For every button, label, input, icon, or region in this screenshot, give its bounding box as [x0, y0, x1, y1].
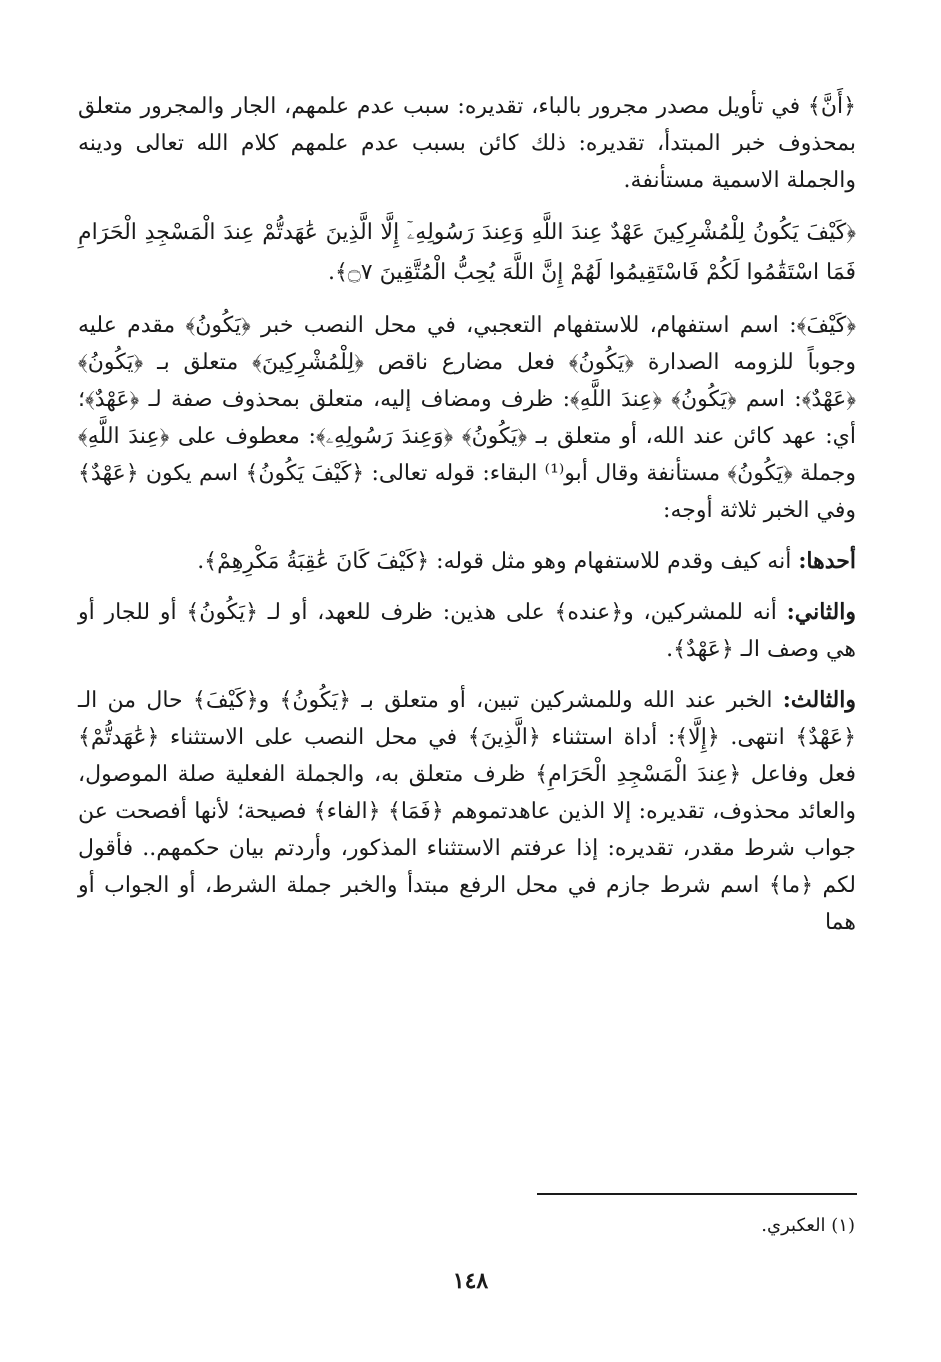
paragraph-intro — [78, 88, 856, 199]
paragraph-text: ﴿أَنَّ﴾ في تأويل مصدر مجرور بالباء، تقديره: سبب عدم علمهم، الجار والمجرور متعلق بمحذوف خبر المبتدأ، تقديره: ذلك كائن بسبب عدم علمهم كلام الله تعالى ودينه والجملة الاسمية مستأنفة. — [78, 94, 856, 193]
footnote: (١) العكبري. — [761, 1215, 855, 1236]
paragraph-lead: والثاني: — [786, 599, 856, 625]
paragraph-second-view — [78, 594, 856, 668]
paragraph-analysis — [78, 307, 856, 529]
footnote-divider — [537, 1193, 857, 1195]
paragraph-text: أنه كيف وقدم للاستفهام وهو مثل قوله: ﴿كَيْفَ كَانَ عَٰقِبَةُ مَكْرِهِمْ﴾. — [197, 549, 799, 574]
paragraph-text: الخبر عند الله وللمشركين تبين، أو متعلق بـ ﴿يَكُونُ﴾ و﴿كَيْفَ﴾ حال من الـ ﴿عَهْدٌ﴾ انتهى. ﴿إِلَّا﴾: أداة استثناء ﴿الَّذِينَ﴾ في محل النصب على الاستثناء ﴿عَٰهَدتُّمْ﴾ فعل وفاعل ﴿عِندَ الْمَسْجِدِ الْحَرَامِ﴾ ظرف متعلق به، والجملة الفعلية صلة الموصول، والعائد محذوف، تقديره: إلا الذين عاهدتموهم ﴿فَمَا﴾ ﴿الفاء﴾ فصيحة؛ لأنها أفصحت عن جواب شرط مقدر، تقديره: إذا عرفتم الاستثناء المذكور، وأردتم بيان حكمهم.. فأقول لكم ﴿ما﴾ اسم شرط جازم في محل الرفع مبتدأ والخبر جملة الشرط، أو الجواب أو هما — [78, 688, 856, 935]
paragraph-lead: أحدها: — [798, 548, 856, 574]
paragraph-lead: والثالث: — [782, 687, 856, 713]
paragraph-third-view — [78, 682, 856, 941]
page-body — [78, 88, 856, 955]
page-number: ١٤٨ — [452, 1268, 489, 1294]
quran-verse — [78, 213, 856, 293]
paragraph-text: ﴿كَيْفَ﴾: اسم استفهام، للاستفهام التعجبي، في محل النصب خبر ﴿يَكُونُ﴾ مقدم عليه وجوباً للزومه الصدارة ﴿يَكُونُ﴾ فعل مضارع ناقص ﴿لِلْمُشْرِكِينَ﴾ متعلق بـ ﴿يَكُونُ﴾ ﴿عَهْدٌ﴾: اسم ﴿يَكُونُ﴾ ﴿عِندَ اللَّهِ﴾: ظرف ومضاف إليه، متعلق بمحذوف صفة لـ ﴿عَهْدٌ﴾؛ أي: عهد كائن عند الله، أو متعلق بـ ﴿يَكُونُ﴾ ﴿وَعِندَ رَسُولِهِۦ﴾: معطوف على ﴿عِندَ اللَّهِ﴾ وجملة ﴿يَكُونُ﴾ مستأنفة وقال أبو⁽¹⁾ البقاء: قوله تعالى: ﴿كَيْفَ يَكُونُ﴾ اسم يكون ﴿عَهْدٌ﴾ وفي الخبر ثلاثة أوجه: — [78, 313, 856, 523]
paragraph-text: أنه للمشركين، و﴿عنده﴾ على هذين: ظرف للعهد، أو لـ ﴿يَكُونُ﴾ أو للجار أو هي وصف الـ ﴿عَهْدٌ﴾. — [78, 600, 856, 662]
verse-text: ﴿كَيْفَ يَكُونُ لِلْمُشْرِكِينَ عَهْدٌ عِندَ اللَّهِ وَعِندَ رَسُولِهِۦٓ إِلَّا الَّذِينَ عَٰهَدتُّمْ عِندَ الْمَسْجِدِ الْحَرَامِ فَمَا اسْتَقَٰمُوا لَكُمْ فَاسْتَقِيمُوا لَهُمْ إِنَّ اللَّهَ يُحِبُّ الْمُتَّقِينَ ۝٧﴾. — [78, 220, 856, 285]
paragraph-first-view — [78, 543, 856, 580]
